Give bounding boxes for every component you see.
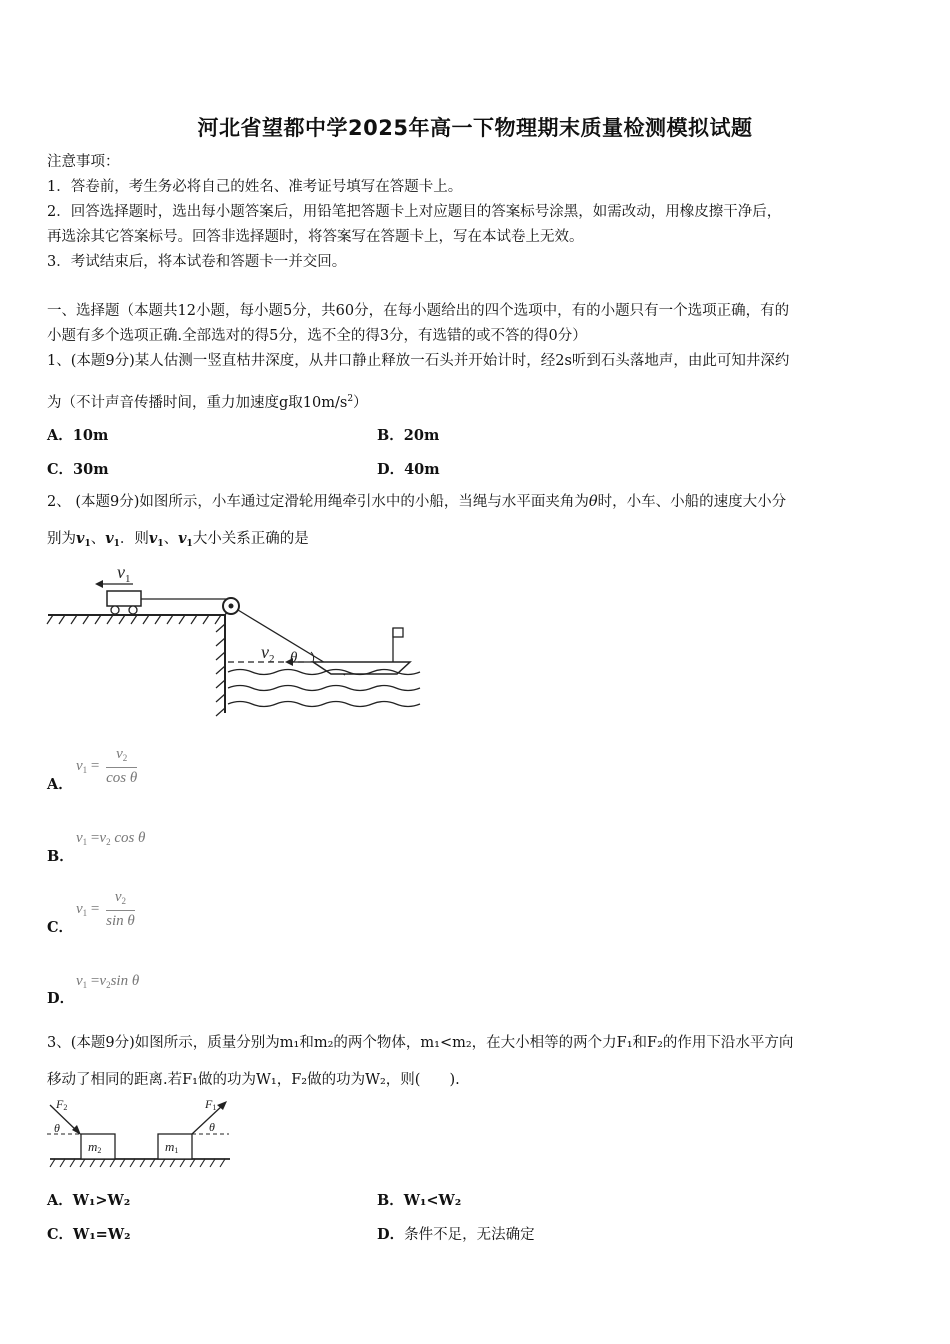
- svg-text:m1: m1: [165, 1139, 179, 1155]
- section-intro-line2: 小题有多个选项正确.全部选对的得5分，选不全的得3分，有选错的或不答的得0分）: [47, 328, 587, 344]
- svg-text:θ: θ: [54, 1121, 60, 1135]
- svg-text:F2: F2: [56, 1097, 68, 1112]
- q2-option-c-formula: $v_1$ = $\frac{v_2}{\text{sin θ}}$: [76, 889, 135, 929]
- page-title: 河北省望都中学2025年高一下物理期末质量检测模拟试题: [197, 116, 753, 140]
- notice-item-2b: 再选涂其它答案标号。回答非选择题时，将答案写在答题卡上，写在本试卷上无效。: [47, 229, 584, 245]
- notice-item-2a: 2．回答选择题时，选出每小题答案后，用铅笔把答题卡上对应题目的答案标号涂黑，如需改动，用橡皮擦干净后，: [47, 204, 782, 220]
- q1-option-a[interactable]: A．10m: [47, 427, 109, 444]
- q2-option-a-formula: $v_1$ = $\frac{v_2}{\text{cos θ}}$: [76, 746, 138, 786]
- svg-text:F1: F1: [205, 1097, 217, 1112]
- q2-option-d-formula: $v_1 =v_2\sin$ θ: [76, 973, 140, 990]
- q1-stem-text: 为（不计声音传播时间，重力加速度g取10m/s: [47, 395, 348, 411]
- q3-figure: [45, 1095, 235, 1175]
- q2-option-b[interactable]: B．: [47, 848, 74, 865]
- q2-option-c[interactable]: C．: [47, 919, 74, 936]
- q3-option-a[interactable]: A．W₁>W₂: [47, 1192, 131, 1209]
- q1-stem-line2: [47, 389, 907, 413]
- v1-label: $v_1$: [117, 562, 131, 585]
- q3-option-d[interactable]: D．条件不足，无法确定: [377, 1226, 535, 1243]
- q2-stem-line2: 别为$v_1$、$v_1$．则$v_1$、$v_1$大小关系正确的是: [47, 530, 309, 549]
- notice-item-1: 1．答卷前，考生务必将自己的姓名、准考证号填写在答题卡上。: [47, 179, 463, 195]
- q2-stem-line1: 2、 (本题9分)如图所示，小车通过定滑轮用绳牵引水中的小船，当绳与水平面夹角为θ时，小车、小船的速度大小分: [47, 494, 787, 510]
- section-intro-line1: 一、选择题（本题共12小题，每小题5分，共60分，在每小题给出的四个选项中，有的小题只有一个选项正确，有的: [47, 303, 790, 319]
- v2-label: $v_2$: [261, 642, 275, 665]
- q3-option-b[interactable]: B．W₁<W₂: [377, 1192, 462, 1209]
- q3-option-c[interactable]: C．W₁=W₂: [47, 1226, 131, 1243]
- q1-option-b[interactable]: B．20m: [377, 427, 440, 444]
- q2-option-d[interactable]: D．: [47, 990, 75, 1007]
- q3-stem-line2: 移动了相同的距离.若F₁做的功为W₁，F₂做的功为W₂，则( ).: [47, 1072, 460, 1088]
- theta-label: θ: [290, 650, 298, 666]
- q1-stem-line1: 1、(本题9分)某人估测一竖直枯井深度，从井口静止释放一石头并开始计时，经2s听到石头落地声，由此可知井深约: [47, 353, 790, 369]
- q1-option-c[interactable]: C．30m: [47, 461, 109, 478]
- cart: [107, 591, 141, 606]
- notice-item-3: 3．考试结束后，将本试卷和答题卡一并交回。: [47, 254, 347, 270]
- q1-stem-end: ）: [353, 395, 368, 411]
- q1-option-d[interactable]: D．40m: [377, 461, 440, 478]
- q3-stem-line1: 3、(本题9分)如图所示，质量分别为m₁和m₂的两个物体，m₁<m₂，在大小相等的两个力F₁和F₂的作用下沿水平方向: [47, 1035, 794, 1051]
- q2-option-a[interactable]: A．: [47, 776, 73, 793]
- svg-text:m2: m2: [88, 1139, 102, 1155]
- svg-text:θ: θ: [209, 1120, 215, 1134]
- q2-figure: [45, 558, 425, 723]
- q2-option-b-formula: $v_1 =v_2$ cos θ: [76, 830, 146, 847]
- notice-heading: 注意事项：: [47, 154, 120, 170]
- q1-stem-sup: 2: [347, 394, 354, 404]
